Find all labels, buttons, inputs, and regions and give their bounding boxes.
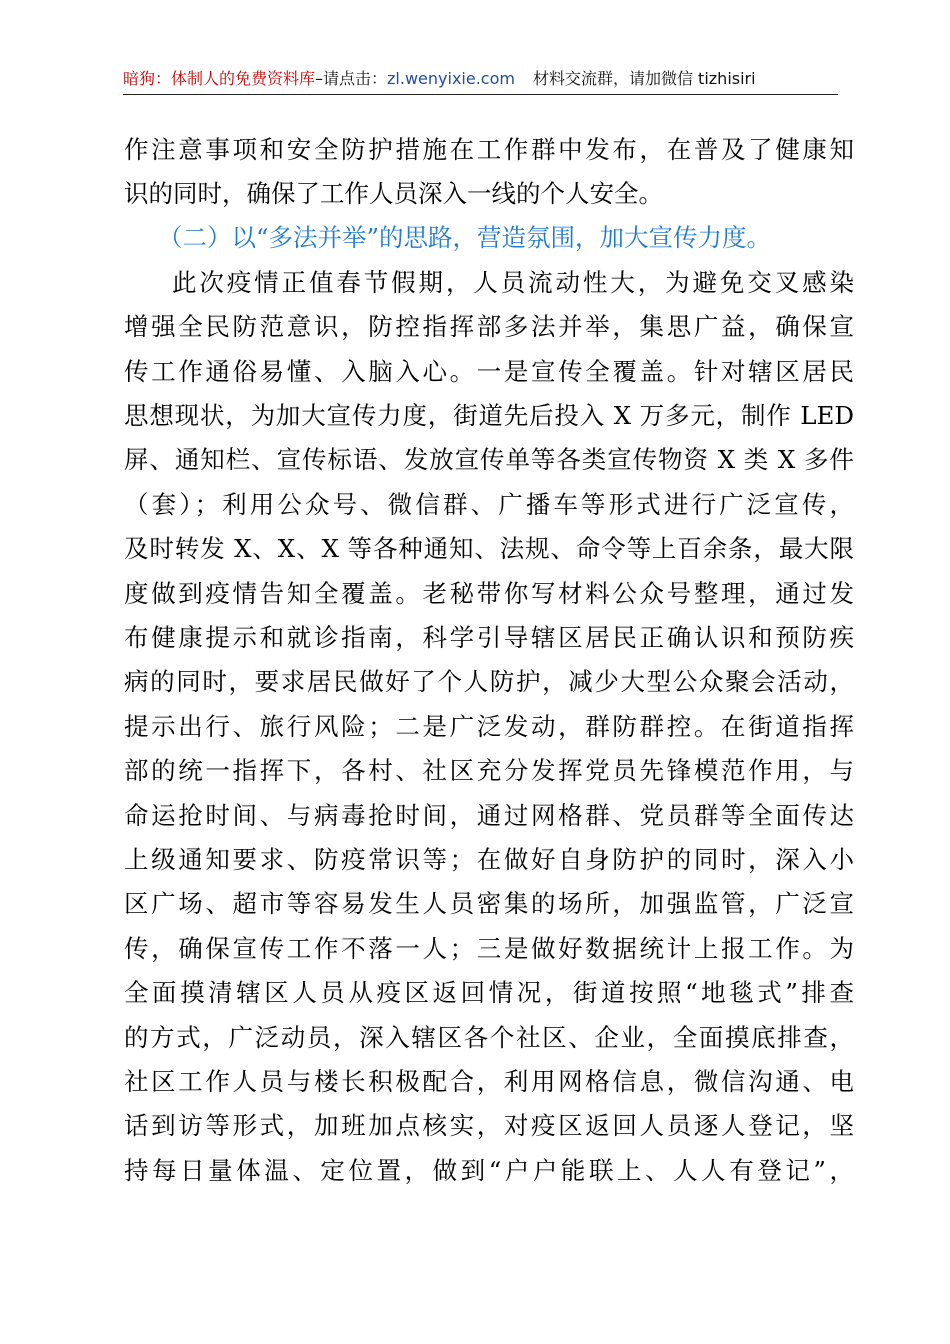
text-line: 作注意事项和安全防护措施在工作群中发布，在普及了健康知	[124, 135, 854, 164]
text-line: 社区工作人员与楼长积极配合，利用网格信息，微信沟通、电	[124, 1067, 854, 1096]
header-divider	[123, 94, 838, 95]
text-line: 持每日量体温、定位置，做到“户户能联上、人人有登记”，	[124, 1156, 854, 1185]
contact-text: 材料交流群，请加微信 tizhisiri	[532, 69, 756, 88]
site-link[interactable]: zl.wenyixie.com	[387, 69, 515, 88]
text-line: 此次疫情正值春节假期，人员流动性大，为避免交叉感染	[172, 268, 854, 297]
text-line: 部的统一指挥下，各村、社区充分发挥党员先锋模范作用，与	[124, 756, 854, 785]
text-line: 屏、通知栏、宣传标语、发放宣传单等各类宣传物资 X 类 X 多件	[124, 445, 854, 474]
text-line: （套）；利用公众号、微信群、广播车等形式进行广泛宣传，	[124, 490, 854, 519]
section-heading: （二）以“多法并举”的思路，营造氛围，加大宣传力度。	[158, 223, 772, 252]
text-line: 话到访等形式，加班加点核实，对疫区返回人员逐人登记，坚	[124, 1111, 854, 1140]
text-line: 病的同时，要求居民做好了个人防护，减少大型公众聚会活动，	[124, 667, 854, 696]
text-line: 增强全民防范意识，防控指挥部多法并举，集思广益，确保宣	[124, 312, 854, 341]
text-line: 的方式，广泛动员，深入辖区各个社区、企业，全面摸底排查，	[124, 1023, 854, 1052]
text-line: 及时转发 X、X、X 等各种通知、法规、命令等上百余条，最大限	[124, 534, 854, 563]
text-line: 上级通知要求、防疫常识等；在做好自身防护的同时，深入小	[124, 845, 854, 874]
header-banner	[123, 66, 838, 92]
text-line: 布健康提示和就诊指南，科学引导辖区居民正确认识和预防疾	[124, 623, 854, 652]
text-line: 度做到疫情告知全覆盖。老秘带你写材料公众号整理，通过发	[124, 579, 854, 608]
text-line: 识的同时，确保了工作人员深入一线的个人安全。	[124, 179, 663, 208]
text-line: 命运抢时间、与病毒抢时间，通过网格群、党员群等全面传达	[124, 801, 854, 830]
text-line: 传工作通俗易懂、入脑入心。一是宣传全覆盖。针对辖区居民	[124, 357, 854, 386]
text-line: 全面摸清辖区人员从疫区返回情况，街道按照“地毯式”排查	[124, 978, 854, 1007]
brand-text: 暗狗：体制人的免费资料库	[123, 69, 316, 88]
text-line: 提示出行、旅行风险；二是广泛发动，群防群控。在街道指挥	[124, 712, 854, 741]
text-line: 思想现状，为加大宣传力度，街道先后投入 X 万多元，制作 LED	[124, 401, 854, 430]
text-line: 区广场、超市等容易发生人员密集的场所，加强监管，广泛宣	[124, 889, 854, 918]
text-line: 传，确保宣传工作不落一人；三是做好数据统计上报工作。为	[124, 934, 854, 963]
click-prompt: –请点击：	[315, 69, 388, 88]
